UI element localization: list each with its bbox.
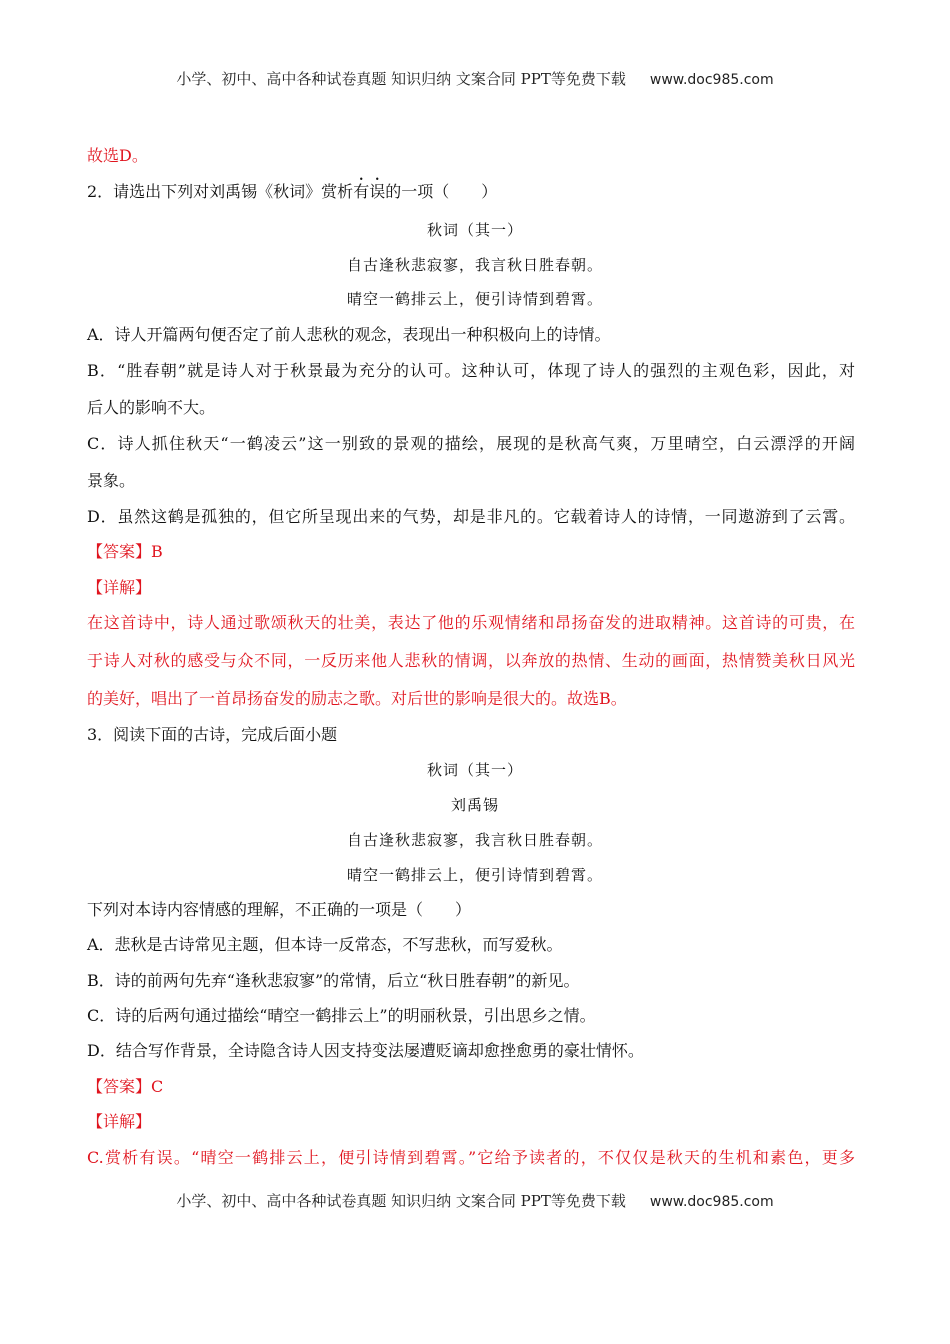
- q2-option-c: C．诗人抓住秋天“一鹤凌云”这一别致的景观的描绘，展现的是秋高气爽，万里晴空，白云漂浮的开阔: [87, 434, 855, 453]
- q2-detail: 于诗人对秋的感受与众不同，一反历来他人悲秋的情调，以奔放的热情、生动的画面，热情赞美秋日风光: [87, 651, 855, 670]
- header-url[interactable]: www.doc985.com: [649, 72, 774, 88]
- header-text: 小学、初中、高中各种试卷真题 知识归纳 文案合同 PPT等免费下载: [176, 70, 626, 88]
- q2-detail-label: 【详解】: [87, 578, 152, 597]
- emphasis-char: 误: [369, 182, 386, 201]
- page-footer: [0, 1190, 950, 1211]
- q3-option-d: D．结合写作背景，全诗隐含诗人因支持变法屡遭贬谪却愈挫愈勇的豪壮情怀。: [87, 1041, 644, 1060]
- q3-question: 下列对本诗内容情感的理解，不正确的一项是（ ）: [87, 900, 472, 919]
- q2-option-b-cont: 后人的影响不大。: [87, 398, 216, 417]
- q2-poem-line: 自古逢秋悲寂寥，我言秋日胜春朝。: [346, 256, 603, 274]
- q2-stem-text: 的一项（ ）: [385, 182, 498, 201]
- q2-option-c-cont: 景象。: [87, 471, 136, 490]
- q3-option-a: A．悲秋是古诗常见主题，但本诗一反常态，不写悲秋，而写爱秋。: [87, 935, 563, 954]
- q3-answer: 【答案】C: [87, 1077, 164, 1096]
- q2-poem-title: 秋词（其一）: [426, 221, 523, 239]
- q3-poem-line: 自古逢秋悲寂寥，我言秋日胜春朝。: [346, 831, 603, 849]
- q3-poem-author: 刘禹锡: [450, 796, 499, 814]
- q2-detail: 的美好，唱出了一首昂扬奋发的励志之歌。对后世的影响是很大的。故选B。: [87, 689, 627, 708]
- q3-poem-line: 晴空一鹤排云上，便引诗情到碧霄。: [346, 866, 603, 884]
- q2-option-a: A．诗人开篇两句便否定了前人悲秋的观念，表现出一种积极向上的诗情。: [87, 325, 611, 344]
- q3-option-c: C．诗的后两句通过描绘“晴空一鹤排云上”的明丽秋景，引出思乡之情。: [87, 1006, 596, 1025]
- q2-option-b: B．“胜春朝”就是诗人对于秋景最为充分的认可。这种认可，体现了诗人的强烈的主观色彩，因此，对: [87, 361, 855, 380]
- q3-option-b: B．诗的前两句先弃“逢秋悲寂寥”的常情，后立“秋日胜春朝”的新见。: [87, 971, 580, 990]
- prev-answer: 故选D。: [87, 146, 148, 165]
- q2-option-d: D．虽然这鹤是孤独的，但它所呈现出来的气势，却是非凡的。它载着诗人的诗情，一同遨游到了云霄。: [87, 507, 855, 526]
- q2-stem: [87, 182, 497, 202]
- q3-stem: 3．阅读下面的古诗，完成后面小题: [87, 725, 338, 744]
- q2-poem-line: 晴空一鹤排云上，便引诗情到碧霄。: [346, 290, 603, 308]
- page-header: [0, 68, 950, 89]
- q2-answer: 【答案】B: [87, 542, 163, 561]
- q3-detail-label: 【详解】: [87, 1112, 152, 1131]
- footer-text: 小学、初中、高中各种试卷真题 知识归纳 文案合同 PPT等免费下载: [176, 1192, 626, 1210]
- q2-detail: 在这首诗中，诗人通过歌颂秋天的壮美，表达了他的乐观情绪和昂扬奋发的进取精神。这首诗的可贵，在: [87, 613, 855, 632]
- footer-url[interactable]: www.doc985.com: [649, 1194, 774, 1210]
- q3-poem-title: 秋词（其一）: [426, 761, 523, 779]
- emphasis-char: 有: [353, 182, 370, 201]
- q2-stem-text: 2．请选出下列对刘禹锡《秋词》赏析: [87, 182, 354, 201]
- q3-detail: C.赏析有误。“晴空一鹤排云上，便引诗情到碧霄。”它给予读者的，不仅仅是秋天的生机和素色，更多: [87, 1148, 855, 1167]
